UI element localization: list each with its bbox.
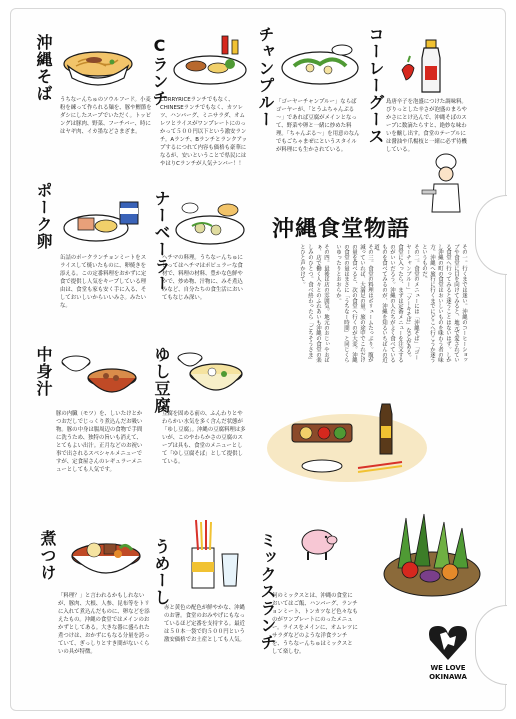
nakami-jiru-title: 中身汁 [34,346,53,397]
naberaa-description: ヘチマの料理。うちなーんちゅにとってはヘチマはポピュラーな食材で、料理の材料、豊かな色鮮やかで、炒め物、汁物に、みそ煮込みなど、自分たちの食生活においてもなじみ深い。 [162,255,243,301]
folder-notch-lower [475,605,507,685]
umeshi-description: 赤と黄色の配色が鮮やかな、沖縄のお箸。食堂のおみやげにもなっているほど定番を支持する。最近は５０本一袋で約５００円という激安価格でお土産としても人気。 [164,605,245,643]
nitsuke-title: 煮つけ [38,530,57,581]
vegetables-illustration [380,508,484,604]
koregusu-description: 島唐辛子を泡盛につけた調味料。ぴりっとした辛さが泡盛のまろやかさにとけ込んで、沖縄そばのスープに数滴たらすと、絶妙な味わいを醸し出す。食堂のテーブルには醤油や爪楊枝と一緒に必ず待機している。 [386,99,467,153]
okinawa-soba-title: 沖縄そば [34,34,53,102]
center-paragraph-3: その三。食堂の料理はボリュームたっぷり。腹が減っていれば、大満足の量。旅の途中でこれだけの量を食べると、次の食堂へ行くのが大変。沖縄の食堂の量はまさに「うちなー時間」と同じくらいゆったりとおおらか。 [335,244,373,363]
mix-lunch-title: ミックスランチ [258,532,277,651]
nakami-jiru-description: 豚の内臓（モツ）を、しいたけとかつおだしでじっくり煮込んだお吸い物。豚の中身は腸周辺の食物で手間に洗うため、独特の旨いも消えて、とてもよい出汁。正月などのお祝い事で出されるスペシャルメニューですが、定食屋さんのレギュラーメニューとしても人気です。 [56,411,143,473]
naberaa-plate-illustration [172,196,248,252]
pork-tamago-plate-illustration [60,196,144,250]
center-paragraph-2: その二。食堂のメニューには「沖縄そば」「ゴーヤーチャンプルー」「ソーキそば」などがある。食堂に入ったら、まずは定番メニューを注文するのがいいだろう。沖縄の人たちがよく食べているものを食べてみるのが、沖縄を知るいちばんの近道。 [373,244,419,363]
center-paragraph-4: その四。最後は店の雰囲気。地元のおじぃやおばぁ、店で働く人々とのふれあいも沖縄の食堂の楽しみのひとつ。食べ終わったら「ごちそうさま」とひと声かけて。 [299,244,329,363]
okinawa-heart-logo [426,622,470,662]
pork-tamago-title: ポーク卵 [34,182,53,250]
shokudo-table-illustration [262,384,432,488]
yushi-dofu-title: ゆし豆腐 [152,346,171,414]
c-lunch-description: CURRYRICEランチでもなく、CHINESEランチでもなく、カツレツ、ハンバーグ、ミニサラダ、オムレツとライスがワンプレートにのっかって５００円以下という激安ランチ。Aランチ、Bランチとランクアップするにつれて内容も価格も豪華になるが、安いということで県民にはやはりCランチが人気ナンバー！！ [160,97,248,167]
okinawa-soba-description: うちなーんちゅのソウルフード。小麦粉を練って作られる麺を、豚や鰹節をダシにしたスープでいただく。トッピングは豚肉、野菜、フーチバー、時にはヤギ肉、イカ墨などさまざま。 [60,97,152,135]
yushi-dofu-description: 豆腐を固める前の、ふんわりとやわらかい水気を多く含んだ状態が「ゆし豆腐」。沖縄の豆腐料理は多いが、このやわらかさの豆腐のスープは具も、食堂のメニューとして「ゆし豆腐そば」として提供している。 [162,411,246,465]
main-title: 沖縄食堂物語 [272,217,411,242]
mix-lunch-description: 何のミックスとは、沖縄の食堂においてはご飯、ハンバーグ、ランチョンミート、トンカツなど色々なものがワンプレートにのったメニュー。ライスをメインに、オムレツにサラダなどのような洋食ランチを、うちなーんちゅはミックスとして楽しむ。 [272,593,358,655]
logo-line-2: OKINAWA [429,673,467,681]
pig-illustration [296,520,342,562]
c-lunch-plate-illustration [170,32,250,90]
yushi-dofu-bowl-illustration [172,340,248,404]
center-paragraph-1: その一。行くまでは迷い。沖縄のコーヒーショップや食堂に目を向けてみると、地元で愛されている食堂へ行ってみると迷うことはないはず。しかし沖縄の町の食堂はおいしいものを味わう者の味方。沖縄へ旅行に行くまでにどこへ行こうか迷うというものだ。 [421,244,467,363]
pork-tamago-description: 缶詰のポークランチョンミートをスライスして焼いたものに、卵焼きを添える。この定番料理をおかずに定食で提供し人気をキープしている理由は、食堂も家も安く手に入る、そしておいしいからいいみさ。みたいな。 [60,255,147,309]
nitsuke-bowl-illustration [64,528,148,588]
nitsuke-description: 「料理？」と言われるかもしれないが、豚肉、大根、人参、昆布等をトリに入れて煮込んだものに、卵などを添えたもの。沖縄の食堂ではメインのおかずとしてある。大きな器に盛られた煮つけは、おかずにもなる分量を誇っていて、ぎっしりとすき間がないくらいの具が特徴。 [58,593,150,655]
chanpuru-plate-illustration [276,40,360,90]
koregusu-bottle-illustration [396,30,456,96]
nakami-jiru-bowl-illustration [56,340,148,404]
chanpuru-description: 「ゴーヤーチャンプルー」ならばゴーヤーが、「とうふちゃんぷる～」であれば豆腐がメインとなって、野菜や卵と一緒に炒めた料理。「ちゃんぷる～」を用意のなんでもごちゃまぜにというスタイルが料理にも生かされている。 [276,99,360,153]
folder-notch-upper [475,195,507,275]
koregusu-title: コーレーグース [366,26,385,145]
c-lunch-title: Cランチ [150,36,169,107]
chanpuru-title: チャンプルー [256,26,275,128]
water-glass-illustration [220,552,240,588]
chef-illustration [420,150,470,220]
umeshi-chopsticks-illustration [186,518,222,592]
umeshi-title: うめーし [152,538,171,606]
logo-line-1: WE LOVE [430,664,466,672]
okinawa-soba-bowl-illustration [58,44,138,90]
naberaa-title: ナーベーラー [152,190,171,292]
